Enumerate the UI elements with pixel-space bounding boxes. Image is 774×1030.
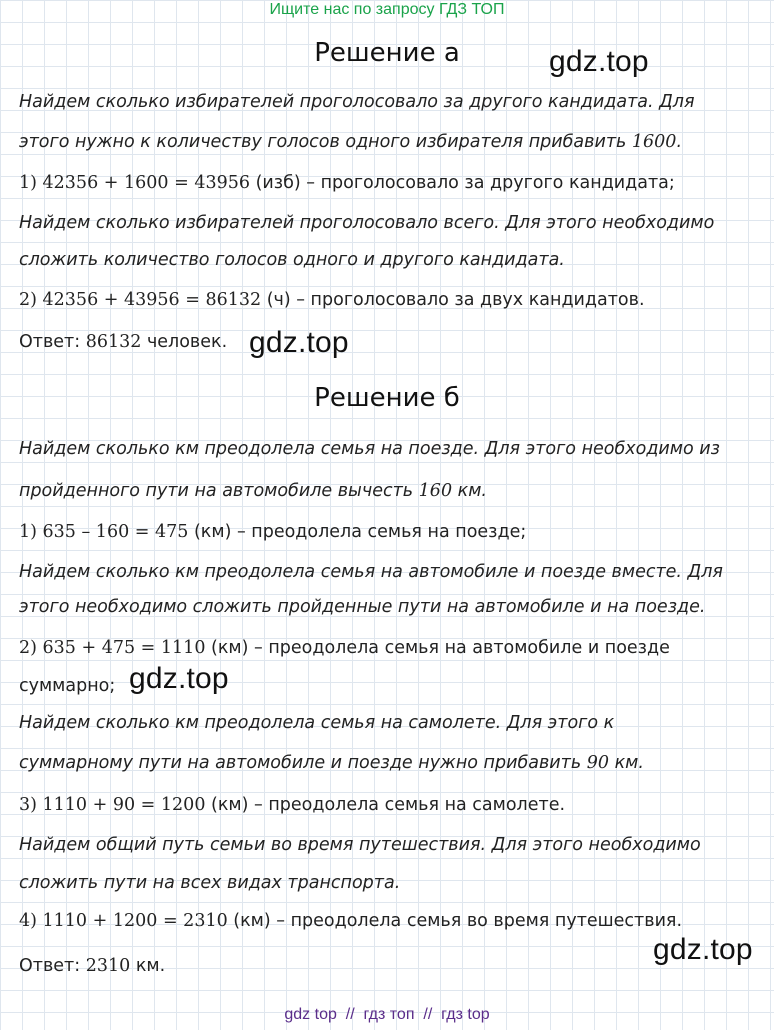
top-banner[interactable]: Ищите нас по запросу ГДЗ ТОП [269, 1, 505, 18]
section-b-line-2 [19, 480, 487, 502]
section-b-line-11: Найдем общий путь семьи во время путешествия. Для этого необходимо [19, 835, 701, 855]
section-a-answer [19, 331, 227, 353]
section-b-answer [19, 955, 165, 977]
section-b-line-8: Найдем сколько км преодолела семья на самолете. Для этого к [19, 713, 615, 733]
section-a-step-1-prefix: 1) [19, 173, 43, 193]
section-b-line-2-text: пройденного пути на автомобиле вычесть [19, 481, 419, 501]
section-a-step-1-text: (изб) – проголосовало за другого кандидата; [250, 173, 675, 193]
section-a-line-1: Найдем сколько избирателей проголосовало за другого кандидата. Для [19, 92, 695, 112]
section-b-line-2-number: 160 [418, 481, 453, 501]
section-b-line-9-text: суммарному пути на автомобиле и поезде нужно прибавить [19, 753, 587, 773]
section-b-step-3-prefix: 3) [19, 795, 43, 815]
section-a-answer-number: 86132 [85, 332, 142, 352]
section-a-answer-text: человек. [141, 332, 228, 352]
section-b-step-1-prefix: 1) [19, 522, 43, 542]
section-b-answer-label: Ответ: [19, 956, 86, 976]
section-b-step-2-expression: 635 + 475 = 1110 [42, 638, 206, 658]
section-b-answer-text: км. [130, 956, 166, 976]
footer-links[interactable]: gdz top // гдз топ // гдз top [284, 1006, 490, 1023]
section-a-step-2-text: (ч) – проголосовало за двух кандидатов. [261, 290, 645, 310]
section-b-line-12: сложить пути на всех видах транспорта. [19, 873, 401, 893]
section-b-line-7: суммарно; [19, 676, 116, 696]
section-b-line-1: Найдем сколько км преодолела семья на поезде. Для этого необходимо из [19, 439, 720, 459]
section-b-step-3 [19, 794, 565, 816]
section-b-title: Решение б [314, 383, 460, 413]
watermark-4: gdz.top [653, 933, 753, 966]
section-a-answer-label: Ответ: [19, 332, 86, 352]
section-b-line-5: этого необходимо сложить пройденные пути на автомобиле и на поезде. [19, 597, 706, 617]
section-b-line-9-end: км. [609, 753, 644, 773]
section-a-line-2-end: . [676, 132, 683, 152]
section-a-step-2 [19, 289, 645, 311]
section-b-line-2-end: км. [452, 481, 487, 501]
section-b-answer-number: 2310 [85, 956, 131, 976]
section-b-line-4: Найдем сколько км преодолела семья на автомобиле и поезде вместе. Для [19, 562, 723, 582]
watermark-2: gdz.top [249, 326, 349, 359]
section-b-step-2-text: (км) – преодолела семья на автомобиле и поезде [205, 638, 670, 658]
section-b-step-1-expression: 635 – 160 = 475 [42, 522, 189, 542]
section-a-line-2-number: 1600 [631, 132, 677, 152]
section-a-line-5: сложить количество голосов одного и другого кандидата. [19, 250, 565, 270]
watermark-3: gdz.top [129, 662, 229, 695]
section-a-step-1 [19, 172, 675, 194]
section-b-step-2 [19, 637, 670, 659]
section-b-step-3-expression: 1110 + 90 = 1200 [42, 795, 206, 815]
section-b-step-3-text: (км) – преодолела семья на самолете. [205, 795, 566, 815]
section-b-line-9-number: 90 [586, 753, 610, 773]
section-b-step-4-prefix: 4) [19, 911, 43, 931]
section-b-step-1-text: (км) – преодолела семья на поезде; [188, 522, 527, 542]
section-b-step-4-text: (км) – преодолела семья во время путешествия. [227, 911, 683, 931]
section-b-step-4-expression: 1110 + 1200 = 2310 [42, 911, 228, 931]
section-b-line-9 [19, 752, 644, 774]
section-a-line-4: Найдем сколько избирателей проголосовало всего. Для этого необходимо [19, 213, 715, 233]
section-b-step-4 [19, 910, 682, 932]
section-a-title: Решение а [314, 38, 460, 68]
section-a-line-2-text: этого нужно к количеству голосов одного избирателя прибавить [19, 132, 632, 152]
section-a-step-2-prefix: 2) [19, 290, 43, 310]
section-a-step-2-expression: 42356 + 43956 = 86132 [42, 290, 262, 310]
section-b-step-2-prefix: 2) [19, 638, 43, 658]
section-a-line-2 [19, 131, 682, 153]
section-b-step-1 [19, 521, 526, 543]
section-a-step-1-expression: 42356 + 1600 = 43956 [42, 173, 250, 193]
watermark-1: gdz.top [549, 45, 649, 78]
